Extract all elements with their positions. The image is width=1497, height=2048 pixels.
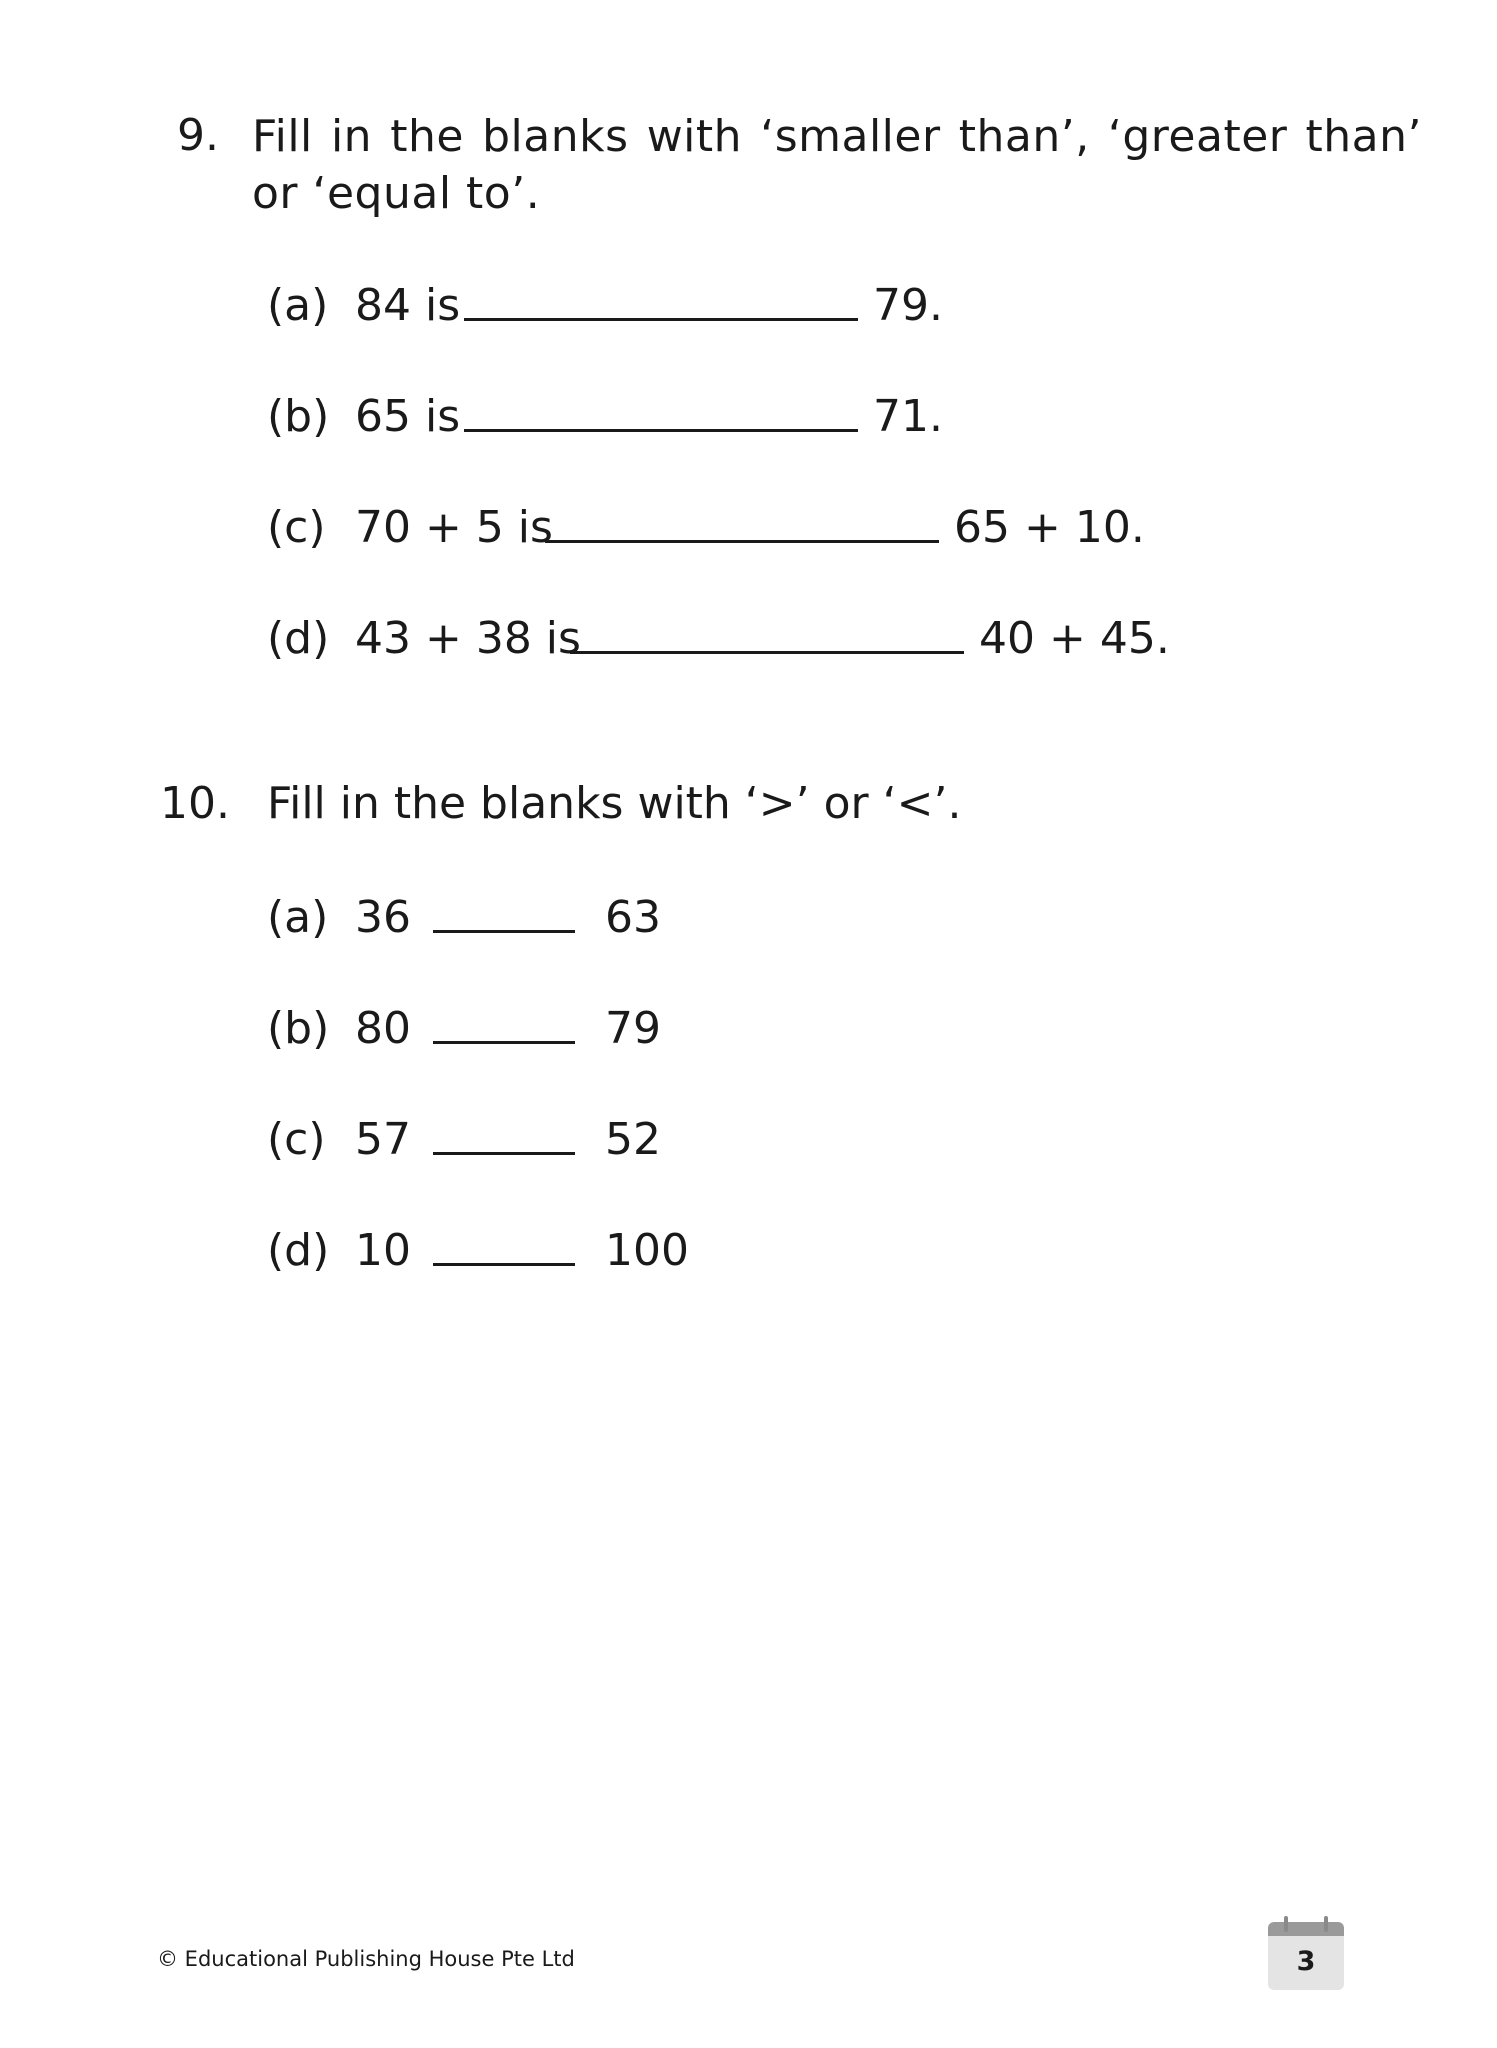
- page-number: 3: [1296, 1946, 1316, 1977]
- question-10b: [267, 999, 767, 1059]
- page-number-badge: [1268, 1922, 1344, 1990]
- question-9-number: 9.: [177, 110, 219, 161]
- part-right-text: 40 + 45.: [979, 613, 1170, 664]
- part-left-number: 57: [355, 1114, 411, 1165]
- part-left-number: 36: [355, 892, 411, 943]
- part-label: (b): [267, 391, 330, 442]
- part-right-number: 63: [605, 892, 661, 943]
- part-label: (d): [267, 613, 330, 664]
- answer-blank[interactable]: [433, 930, 575, 933]
- part-left-number: 80: [355, 1003, 411, 1054]
- part-left-text: 43 + 38 is: [355, 613, 581, 664]
- question-9-line-1: Fill in the blanks with ‘smaller than’, ‘greater than’: [252, 111, 1422, 162]
- part-left-number: 10: [355, 1225, 411, 1276]
- part-right-text: 65 + 10.: [954, 502, 1145, 553]
- question-9a: [267, 276, 1167, 336]
- question-10-number: 10.: [160, 778, 230, 829]
- question-10d: [267, 1221, 767, 1281]
- part-label: (c): [267, 502, 326, 553]
- part-right-text: 79.: [873, 280, 943, 331]
- part-right-number: 79: [605, 1003, 661, 1054]
- part-left-text: 70 + 5 is: [355, 502, 553, 553]
- part-left-text: 65 is: [355, 391, 461, 442]
- answer-blank[interactable]: [545, 540, 939, 543]
- question-9d: [267, 609, 1170, 669]
- answer-blank[interactable]: [433, 1041, 575, 1044]
- question-10c: [267, 1110, 767, 1170]
- answer-blank[interactable]: [464, 429, 858, 432]
- part-label: (a): [267, 280, 329, 331]
- part-label: (c): [267, 1114, 326, 1165]
- part-label: (a): [267, 892, 329, 943]
- question-10-text: Fill in the blanks with ‘>’ or ‘<’.: [267, 778, 962, 829]
- answer-blank[interactable]: [433, 1263, 575, 1266]
- copyright-footer: © Educational Publishing House Pte Ltd: [157, 1947, 575, 1971]
- answer-blank[interactable]: [433, 1152, 575, 1155]
- calendar-ring-icon: [1324, 1916, 1328, 1932]
- question-10a: [267, 888, 767, 948]
- answer-blank[interactable]: [464, 318, 858, 321]
- answer-blank[interactable]: [570, 651, 964, 654]
- question-9b: [267, 387, 1167, 447]
- part-label: (d): [267, 1225, 330, 1276]
- part-right-text: 71.: [873, 391, 943, 442]
- question-9-text: [252, 108, 1422, 222]
- question-9c: [267, 498, 1167, 558]
- part-left-text: 84 is: [355, 280, 461, 331]
- calendar-ring-icon: [1284, 1916, 1288, 1932]
- part-right-number: 52: [605, 1114, 661, 1165]
- part-right-number: 100: [605, 1225, 689, 1276]
- part-label: (b): [267, 1003, 330, 1054]
- question-9-line-2: or ‘equal to’.: [252, 168, 541, 219]
